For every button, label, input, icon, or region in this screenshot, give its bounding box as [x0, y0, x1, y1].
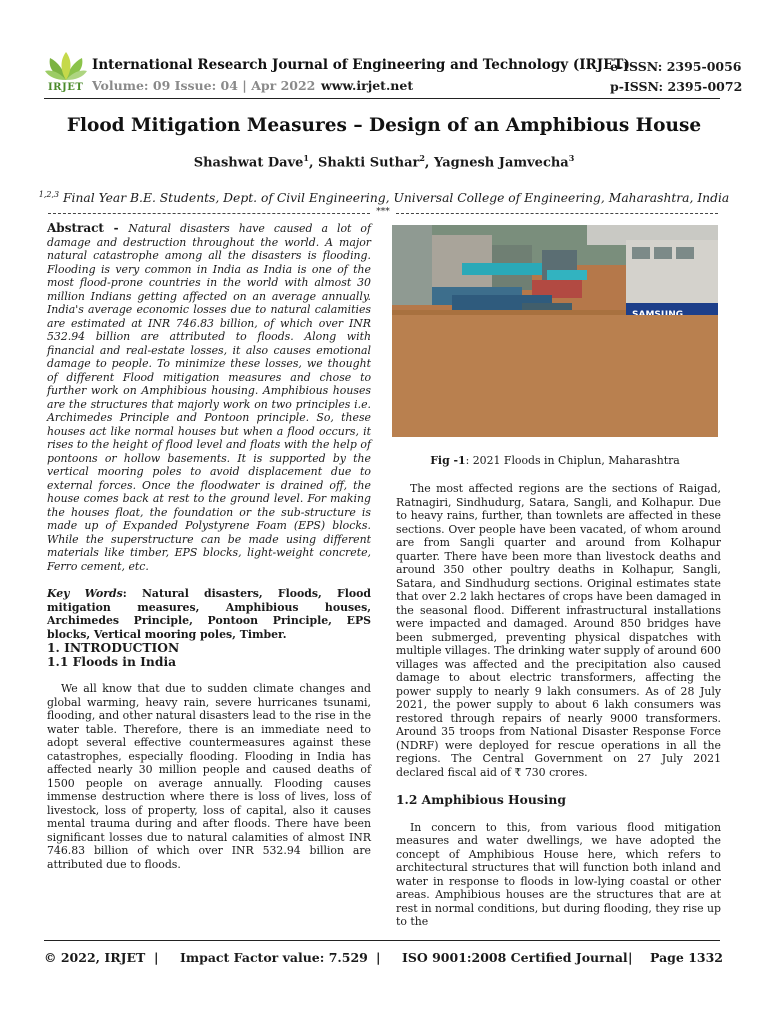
footer-iso: ISO 9001:2008 Certified Journal [402, 950, 628, 965]
author-superscript: 3 [568, 153, 575, 163]
keywords [47, 587, 371, 641]
journal-name: International Research Journal of Engineering and Technology (IRJET) [92, 57, 630, 73]
author-superscript: 2 [419, 153, 425, 163]
figure-caption [392, 454, 718, 467]
p-issn: p-ISSN: 2395-0072 [610, 79, 743, 94]
subsection-heading-floods-in-india: 1.1 Floods in India [47, 653, 177, 669]
irjet-logo [44, 50, 88, 96]
flood-photo [392, 225, 718, 437]
figure-caption-text: : 2021 Floods in Chiplun, Maharashtra [465, 454, 680, 467]
abstract-text: Natural disasters have caused a lot of damage and destruction throughout the world. A major natural catastrophe among all the disasters is flooding. Flooding is very common in India as India is one of the most flood-prone countries in the world with almost 30 million Indians getting affected on an average annually. India's average economic losses due to natural calamities are estimated at INR 746.83 billion, of which over INR 532.94 billion are attributed to floods. Along with financial and real-estate losses, it also causes emotional damage to people. To minimize these losses, we thought of different Flood mitigation measures and chose to further work on Amphibious housing. Amphibious houses are the structures that majorly work on two principles i.e. Archimedes Principle and Pontoon principle. So, these houses act like normal houses but when a flood occurs, it rises to the height of flood level and floats with the help of pontoons or hollow basements. It is supported by the vertical mooring poles to avoid displacement due to external forces. Once the floodwater is drained off, the house comes back at rest to the ground level. For making the houses float, the foundation or the sub-structure is made up of Expanded Polystyrene Foam (EPS) blocks. While the superstructure can be made using different materials like timber, EPS blocks, light-weight concrete, Ferro cement, etc. [47, 222, 371, 573]
footer-copyright: © 2022, IRJET [44, 950, 146, 965]
paper-title: Flood Mitigation Measures – Design of an Amphibious House [66, 115, 702, 136]
journal-website[interactable]: www.irjet.net [321, 78, 414, 93]
section-heading-introduction: 1. INTRODUCTION [47, 640, 180, 655]
footer-impact-factor: Impact Factor value: 7.529 [180, 950, 368, 965]
figure-label: Fig -1 [430, 454, 466, 467]
author-name: Yagnesh Jamvecha [433, 155, 569, 171]
header-divider [44, 98, 720, 99]
keywords-text: : Natural disasters, Floods, Flood mitigation measures, Amphibious houses, Archimedes Principle, Pontoon Principle, EPS blocks, Vertical mooring poles, Timber. [47, 587, 371, 641]
page-footer [44, 950, 723, 965]
affiliation-superscript: 1,2,3 [38, 190, 60, 199]
footer-page-number: Page 1332 [650, 950, 723, 965]
footer-separator: | [628, 950, 633, 965]
author-name: Shakti Suthar [318, 155, 420, 171]
keywords-label: Key Words [47, 587, 123, 600]
author-superscript: 1 [303, 153, 309, 163]
left-column [47, 222, 371, 871]
author-name: Shashwat Dave [193, 155, 304, 171]
paragraph: We all know that due to sudden climate changes and global warming, heavy rain, severe hurricanes tsunami, flooding, and other natural disasters lead to the rise in the water table. Therefore, there is an immediate need to adopt several effective countermeasures against these catastrophes, especially flooding. Flooding in India has affected nearly 30 million people and caused deaths of 1500 people on average annually. Flooding causes immense destruction where there is loss of lives, loss of livestock, loss of property, loss of capital, also it causes mental trauma during and after floods. There have been significant losses due to natural calamities of almost INR 746.83 billion of which over INR 532.94 billion are attributed due to floods. [47, 682, 372, 871]
subsection-heading-amphibious-housing: 1.2 Amphibious Housing [396, 792, 566, 807]
footer-divider [44, 940, 720, 941]
abstract [47, 222, 371, 573]
section-separator: *** [48, 207, 718, 219]
footer-separator: | [376, 950, 381, 965]
e-issn: e-ISSN: 2395-0056 [610, 59, 742, 74]
author-list: Shashwat Dave$^1$, Shakti Suthar$^2$, Yagnesh Jamvecha$^3$ [193, 153, 575, 171]
footer-separator: | [154, 950, 159, 965]
right-column [396, 482, 721, 929]
paragraph: The most affected regions are the sections of Raigad, Ratnagiri, Sindhudurg, Satara, Sangli, and Kolhapur. Due to heavy rains, further, than townlets are affected in these sections. Over people have been vacated, of whom around are from Sangli quarter and around from Kolhapur quarter. There have been more than livestock deaths and around 350 other poultry deaths in Kolhapur, Sangli, Satara, and Sindhudurg sections. Original estimates state that over 2.2 lakh hectares of crops have been damaged in the seasonal flood. Different infrastructural installations were impacted and damaged. Around 850 bridges have been submerged, preventing physical dispatches with multiple villages. The drinking water supply of around 600 villages was affected and the precipitation also caused damage to about electric transformers, affecting the power supply to nearly 9 lakh consumers. As of 28 July 2021, the power supply to about 6 lakh consumers was restored through repairs of nearly 9000 transformers. Around 35 troops from National Disaster Response Force (NDRF) were deployed for rescue operations in all the regions. The Central Government on 27 July 2021 declared fiscal aid of ₹ 730 crores. [396, 482, 721, 779]
affiliation [0, 190, 768, 205]
abstract-label: Abstract - [47, 221, 129, 235]
affiliation-text: Final Year B.E. Students, Dept. of Civil Engineering, Universal College of Engineering, Maharashtra, India [59, 191, 730, 206]
paragraph: In concern to this, from various flood mitigation measures and water dwellings, we have adopted the concept of Amphibious House here, which refers to architectural structures that will function both inland and water in response to floods in low-lying coastal or other areas. Amphibious houses are the structures that are at rest in normal conditions, but during flooding, they rise up to the [396, 820, 721, 928]
logo-text: IRJET [48, 82, 84, 93]
volume-issue: Volume: 09 Issue: 04 | Apr 2022 [92, 78, 316, 93]
